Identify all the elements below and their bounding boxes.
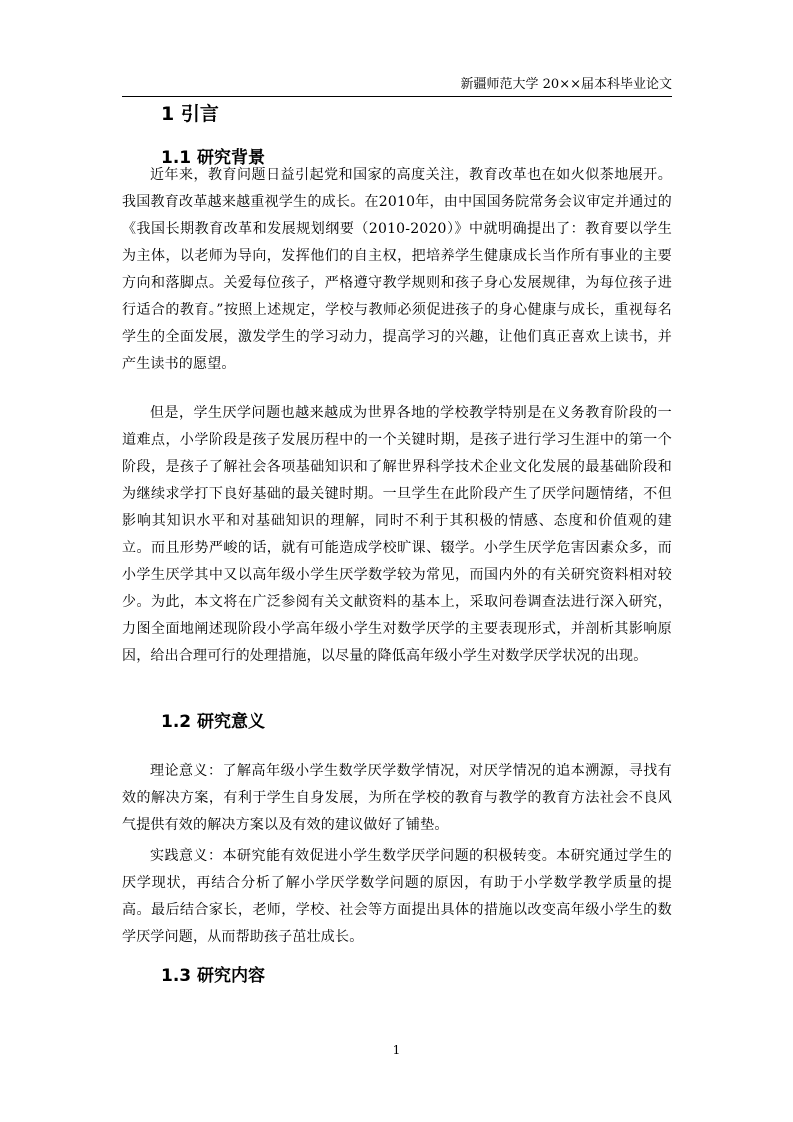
paragraph-practical-significance: 实践意义：本研究能有效促进小学生数学厌学问题的积极转变。本研究通过学生的厌学现状，再结合分析了解小学厌学数学问题的原因，有助于小学数学教学质量的提高。最后结合家长，老师，学校、社会等方面提出具体的措施以改变高年级小学生的数学厌学问题，从而帮助孩子茁壮成长。 [122, 848, 672, 945]
chapter-title: 1 引言 [161, 103, 219, 125]
paragraph-background-1: 近年来，教育问题日益引起党和国家的高度关注，教育改革也在如火似茶地展开。我国教育改革越来越重视学生的成长。在2010年，由中国国务院常务会议审定并通过的《我国长期教育改革和发展规划纲要（2010-2020）》中就明确提出了：教育要以学生为主体，以老师为导向，发挥他们的自主权，把培养学生健康成长当作所有事业的主要方向和落脚点。关爱每位孩子，严格遵守教学规则和孩子身心发展规律，为每位孩子进行适合的教育。”按照上述规定，学校与教师必须促进孩子的身心健康与成长，重视每名学生的全面发展，激发学生的学习动力，提高学习的兴趣，让他们真正喜欢上读书，并产生读书的愿望。 [122, 167, 672, 372]
page-number: 1 [392, 1043, 401, 1057]
section-heading-content: 1.3 研究内容 [161, 966, 266, 986]
header-rule [122, 96, 672, 97]
section-heading-significance: 1.2 研究意义 [161, 712, 266, 732]
running-header: 新疆师范大学 20××届本科毕业论文 [460, 77, 672, 92]
paragraph-theoretical-significance: 理论意义：了解高年级小学生数学厌学数学情况，对厌学情况的追本溯源，寻找有效的解决方案，有利于学生自身发展，为所在学校的教育与教学的教育方法社会不良风气提供有效的解决方案以及有效的建议做好了铺垫。 [122, 763, 672, 833]
section-heading-background: 1.1 研究背景 [161, 148, 266, 168]
paragraph-background-2: 但是，学生厌学问题也越来越成为世界各地的学校教学特别是在义务教育阶段的一道难点，小学阶段是孩子发展历程中的一个关键时期，是孩子进行学习生涯中的第一个阶段，是孩子了解社会各项基础知识和了解世界科学技术企业文化发展的最基础阶段和为继续求学打下良好基础的最关键时期。一旦学生在此阶段产生了厌学问题情绪，不但影响其知识水平和对基础知识的理解，同时不利于其积极的情感、态度和价值观的建立。而且形势严峻的话，就有可能造成学校旷课、辍学。小学生厌学危害因素众多，而小学生厌学其中又以高年级小学生厌学数学较为常见，而国内外的有关研究资料相对较少。为此，本文将在广泛参阅有关文献资料的基本上，采取问卷调查法进行深入研究，力图全面地阐述现阶段小学高年级小学生对数学厌学的主要表现形式，并剖析其影响原因，给出合理可行的处理措施，以尽量的降低高年级小学生对数学厌学状况的出现。 [122, 405, 672, 664]
